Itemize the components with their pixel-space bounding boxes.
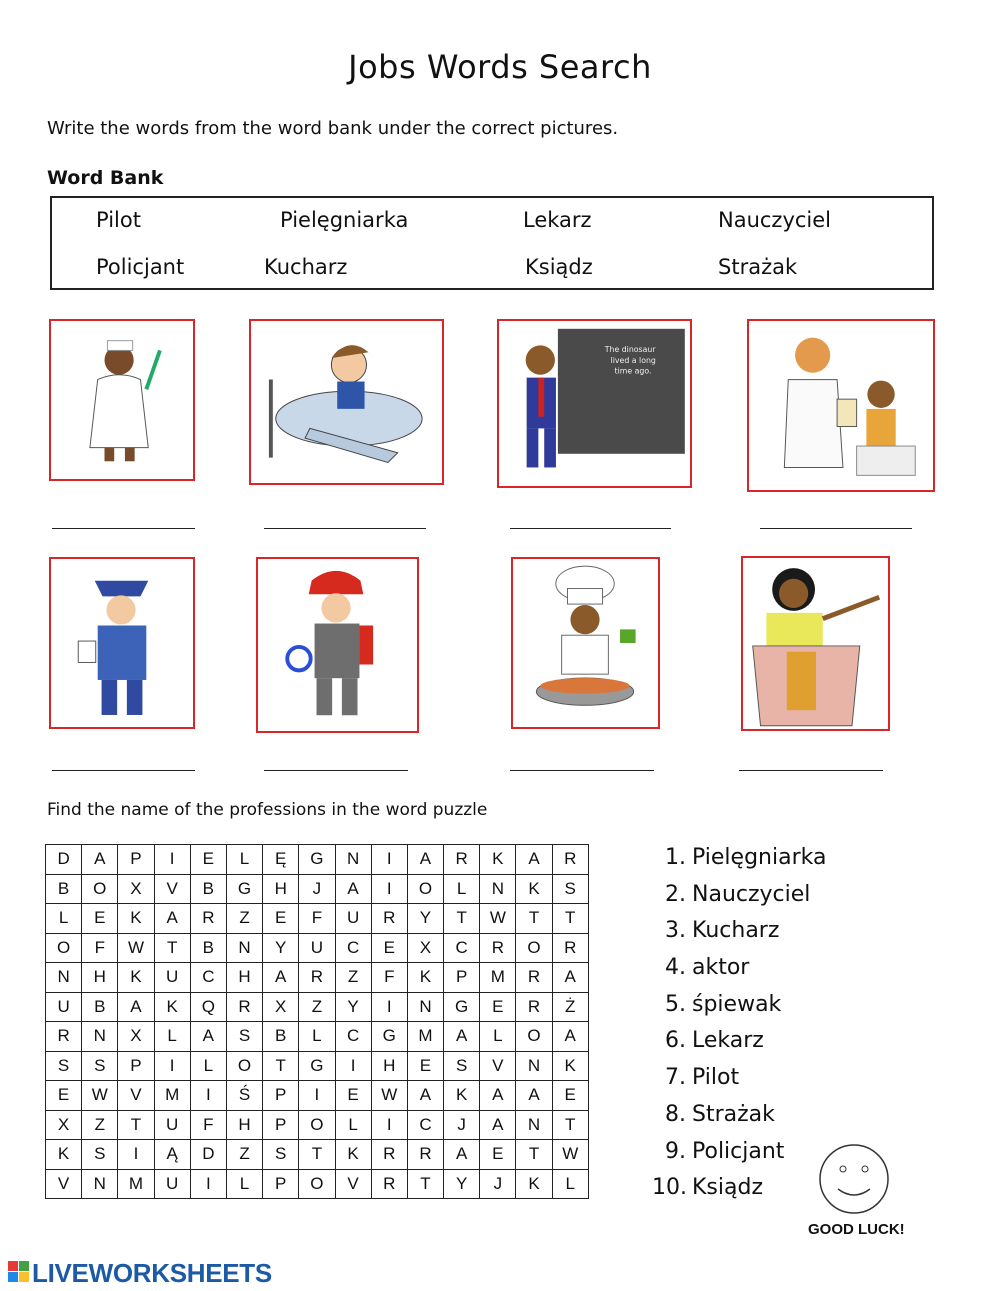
grid-cell[interactable]: A — [480, 1081, 516, 1111]
puzzle-word-item — [652, 1137, 826, 1174]
puzzle-word-item — [652, 1063, 826, 1100]
grid-cell[interactable]: A — [444, 1140, 480, 1170]
grid-cell[interactable]: K — [516, 874, 552, 904]
nurse-illustration — [49, 319, 195, 481]
grid-cell[interactable]: V — [154, 874, 190, 904]
grid-cell[interactable]: W — [480, 904, 516, 934]
grid-cell[interactable]: J — [444, 1110, 480, 1140]
grid-cell[interactable]: R — [444, 845, 480, 875]
grid-cell[interactable]: V — [118, 1081, 154, 1111]
word-bank-word: Policjant — [96, 255, 185, 279]
smiley-face-icon — [818, 1143, 890, 1219]
word-bank-box — [50, 196, 934, 290]
grid-cell[interactable]: K — [552, 1051, 588, 1081]
grid-cell[interactable]: K — [335, 1140, 371, 1170]
grid-cell[interactable]: O — [46, 933, 82, 963]
grid-cell[interactable]: F — [82, 933, 118, 963]
logo-text: LIVEWORKSHEETS — [32, 1258, 272, 1288]
grid-cell[interactable]: B — [190, 933, 226, 963]
puzzle-word-text: Pielęgniarka — [692, 845, 827, 870]
grid-row — [46, 1081, 589, 1111]
word-bank-word: Nauczyciel — [718, 208, 832, 232]
grid-row — [46, 1169, 589, 1199]
grid-cell[interactable]: U — [154, 1110, 190, 1140]
grid-cell[interactable]: C — [444, 933, 480, 963]
word-bank-word: Lekarz — [523, 208, 592, 232]
grid-cell[interactable]: W — [82, 1081, 118, 1111]
word-search-grid — [45, 844, 589, 1199]
grid-cell[interactable]: A — [154, 904, 190, 934]
grid-cell[interactable]: B — [263, 1022, 299, 1052]
grid-cell[interactable]: R — [226, 992, 262, 1022]
grid-cell[interactable]: H — [82, 963, 118, 993]
grid-cell[interactable]: K — [444, 1081, 480, 1111]
puzzle-word-text: Ksiądz — [692, 1175, 763, 1201]
grid-cell[interactable]: N — [335, 845, 371, 875]
grid-cell[interactable]: J — [480, 1169, 516, 1199]
puzzle-word-text: Kucharz — [692, 918, 780, 944]
grid-cell[interactable]: I — [371, 845, 407, 875]
grid-cell[interactable]: X — [263, 992, 299, 1022]
grid-cell[interactable]: X — [46, 1110, 82, 1140]
grid-cell[interactable]: M — [407, 1022, 443, 1052]
grid-cell[interactable]: L — [226, 845, 262, 875]
grid-cell[interactable]: C — [335, 1022, 371, 1052]
grid-cell[interactable]: Z — [335, 963, 371, 993]
grid-cell[interactable]: L — [335, 1110, 371, 1140]
grid-cell[interactable]: X — [407, 933, 443, 963]
puzzle-instruction: Find the name of the professions in the word puzzle — [47, 800, 488, 820]
liveworksheets-logo[interactable] — [8, 1258, 272, 1288]
grid-cell[interactable]: T — [407, 1169, 443, 1199]
answer-line[interactable] — [760, 528, 912, 529]
puzzle-word-number: 2. — [665, 881, 686, 907]
grid-cell[interactable]: Z — [226, 1140, 262, 1170]
svg-text:The dinosaur: The dinosaur — [604, 345, 656, 355]
grid-cell[interactable]: W — [371, 1081, 407, 1111]
grid-cell[interactable]: I — [154, 1051, 190, 1081]
page-title: Jobs Words Search — [348, 48, 652, 86]
grid-cell[interactable]: W — [118, 933, 154, 963]
grid-cell[interactable]: O — [516, 933, 552, 963]
grid-cell[interactable]: K — [154, 992, 190, 1022]
grid-cell[interactable]: P — [118, 1051, 154, 1081]
grid-cell[interactable]: I — [118, 1140, 154, 1170]
grid-cell[interactable]: T — [299, 1140, 335, 1170]
grid-cell[interactable]: S — [226, 1022, 262, 1052]
grid-cell[interactable]: N — [226, 933, 262, 963]
grid-cell[interactable]: K — [118, 963, 154, 993]
grid-cell[interactable]: U — [335, 904, 371, 934]
grid-cell[interactable]: K — [516, 1169, 552, 1199]
grid-cell[interactable]: G — [371, 1022, 407, 1052]
grid-cell[interactable]: U — [154, 963, 190, 993]
grid-cell[interactable]: F — [371, 963, 407, 993]
answer-line[interactable] — [510, 770, 654, 771]
policeman-illustration — [49, 557, 195, 729]
doctor-illustration — [747, 319, 935, 492]
grid-cell[interactable]: T — [263, 1051, 299, 1081]
puzzle-word-number: 6. — [665, 1028, 686, 1054]
grid-cell[interactable]: J — [299, 874, 335, 904]
puzzle-word-number: 5. — [665, 991, 686, 1017]
grid-cell[interactable]: A — [552, 1022, 588, 1052]
grid-row — [46, 904, 589, 934]
grid-row — [46, 1022, 589, 1052]
grid-cell[interactable]: N — [480, 874, 516, 904]
puzzle-word-item — [652, 953, 826, 990]
grid-cell[interactable]: Z — [226, 904, 262, 934]
grid-cell[interactable]: I — [299, 1081, 335, 1111]
grid-cell[interactable]: A — [335, 874, 371, 904]
puzzle-word-list — [652, 843, 826, 1210]
grid-cell[interactable]: Y — [263, 933, 299, 963]
puzzle-word-item — [652, 1173, 826, 1210]
puzzle-word-item — [652, 843, 826, 880]
grid-cell[interactable]: Ę — [263, 845, 299, 875]
grid-cell[interactable]: R — [371, 904, 407, 934]
puzzle-word-text: Nauczyciel — [692, 881, 811, 907]
grid-cell[interactable]: E — [407, 1051, 443, 1081]
grid-cell[interactable]: D — [190, 1140, 226, 1170]
grid-cell[interactable]: L — [226, 1169, 262, 1199]
answer-line[interactable] — [739, 770, 883, 771]
cook-illustration — [511, 557, 660, 729]
grid-cell[interactable]: A — [516, 1081, 552, 1111]
grid-cell[interactable]: N — [82, 1022, 118, 1052]
grid-cell[interactable]: R — [516, 992, 552, 1022]
teacher-blackboard-illustration — [497, 319, 692, 488]
puzzle-word-text: aktor — [692, 955, 750, 981]
grid-cell[interactable]: T — [154, 933, 190, 963]
grid-cell[interactable]: U — [299, 933, 335, 963]
grid-cell[interactable]: V — [480, 1051, 516, 1081]
answer-line[interactable] — [52, 528, 195, 529]
grid-cell[interactable]: L — [154, 1022, 190, 1052]
grid-cell[interactable]: O — [299, 1169, 335, 1199]
grid-cell[interactable]: C — [407, 1110, 443, 1140]
grid-row — [46, 933, 589, 963]
grid-cell[interactable]: Y — [444, 1169, 480, 1199]
grid-cell[interactable]: R — [552, 933, 588, 963]
grid-cell[interactable]: T — [552, 904, 588, 934]
grid-cell[interactable]: A — [82, 845, 118, 875]
grid-cell[interactable]: O — [407, 874, 443, 904]
grid-cell[interactable]: K — [118, 904, 154, 934]
grid-cell[interactable]: L — [552, 1169, 588, 1199]
grid-cell[interactable]: Ś — [226, 1081, 262, 1111]
good-luck-text: GOOD LUCK! — [808, 1221, 905, 1238]
grid-cell[interactable]: N — [407, 992, 443, 1022]
grid-cell[interactable]: G — [299, 845, 335, 875]
grid-cell[interactable]: O — [226, 1051, 262, 1081]
grid-cell[interactable]: D — [46, 845, 82, 875]
grid-cell[interactable]: T — [552, 1110, 588, 1140]
grid-cell[interactable]: S — [444, 1051, 480, 1081]
grid-row — [46, 1051, 589, 1081]
grid-row — [46, 963, 589, 993]
puzzle-word-number: 1. — [665, 845, 686, 870]
pilot-airplane-illustration — [249, 319, 444, 485]
grid-cell[interactable]: R — [190, 904, 226, 934]
grid-cell[interactable]: E — [480, 1140, 516, 1170]
grid-cell[interactable]: L — [299, 1022, 335, 1052]
grid-cell[interactable]: T — [444, 904, 480, 934]
grid-cell[interactable]: E — [263, 904, 299, 934]
grid-row — [46, 1140, 589, 1170]
grid-cell[interactable]: E — [46, 1081, 82, 1111]
grid-cell[interactable]: P — [263, 1081, 299, 1111]
grid-cell[interactable]: Z — [82, 1110, 118, 1140]
puzzle-word-item — [652, 990, 826, 1027]
priest-illustration — [741, 556, 890, 731]
answer-line[interactable] — [52, 770, 195, 771]
grid-cell[interactable]: F — [190, 1110, 226, 1140]
grid-cell[interactable]: I — [371, 1110, 407, 1140]
grid-cell[interactable]: N — [82, 1169, 118, 1199]
grid-cell[interactable]: B — [82, 992, 118, 1022]
grid-cell[interactable]: T — [516, 904, 552, 934]
grid-cell[interactable]: R — [299, 963, 335, 993]
svg-text:time ago.: time ago. — [614, 366, 652, 376]
grid-cell[interactable]: Ż — [552, 992, 588, 1022]
grid-cell[interactable]: S — [263, 1140, 299, 1170]
grid-cell[interactable]: H — [226, 1110, 262, 1140]
grid-cell[interactable]: I — [371, 874, 407, 904]
grid-cell[interactable]: E — [552, 1081, 588, 1111]
grid-cell[interactable]: G — [299, 1051, 335, 1081]
grid-cell[interactable]: F — [299, 904, 335, 934]
puzzle-word-text: śpiewak — [692, 991, 782, 1017]
grid-cell[interactable]: M — [154, 1081, 190, 1111]
grid-cell[interactable]: A — [263, 963, 299, 993]
grid-cell[interactable]: I — [154, 845, 190, 875]
grid-row — [46, 992, 589, 1022]
grid-cell[interactable]: M — [118, 1169, 154, 1199]
puzzle-word-number: 9. — [665, 1138, 686, 1164]
grid-cell[interactable]: S — [82, 1051, 118, 1081]
grid-cell[interactable]: K — [46, 1140, 82, 1170]
grid-cell[interactable]: X — [118, 1022, 154, 1052]
grid-cell[interactable]: B — [46, 874, 82, 904]
svg-text:lived a long: lived a long — [610, 355, 656, 365]
grid-cell[interactable]: S — [46, 1051, 82, 1081]
grid-cell[interactable]: Z — [299, 992, 335, 1022]
grid-cell[interactable]: L — [480, 1022, 516, 1052]
grid-cell[interactable]: I — [335, 1051, 371, 1081]
grid-cell[interactable]: O — [82, 874, 118, 904]
puzzle-word-text: Pilot — [692, 1065, 740, 1091]
grid-cell[interactable]: L — [46, 904, 82, 934]
puzzle-word-item — [652, 1026, 826, 1063]
grid-cell[interactable]: P — [444, 963, 480, 993]
grid-cell[interactable]: T — [516, 1140, 552, 1170]
grid-cell[interactable]: I — [371, 992, 407, 1022]
grid-cell[interactable]: Ą — [154, 1140, 190, 1170]
grid-cell[interactable]: R — [371, 1169, 407, 1199]
grid-cell[interactable]: Y — [335, 992, 371, 1022]
grid-cell[interactable]: A — [118, 992, 154, 1022]
grid-cell[interactable]: P — [263, 1110, 299, 1140]
grid-cell[interactable]: L — [444, 874, 480, 904]
puzzle-word-item — [652, 880, 826, 917]
grid-cell[interactable]: H — [226, 963, 262, 993]
grid-cell[interactable]: V — [46, 1169, 82, 1199]
grid-cell[interactable]: M — [480, 963, 516, 993]
puzzle-word-text: Lekarz — [692, 1028, 764, 1054]
grid-cell[interactable]: P — [118, 845, 154, 875]
grid-cell[interactable]: K — [407, 963, 443, 993]
grid-cell[interactable]: O — [299, 1110, 335, 1140]
puzzle-word-item — [652, 916, 826, 953]
grid-cell[interactable]: A — [444, 1022, 480, 1052]
grid-cell[interactable]: H — [263, 874, 299, 904]
answer-line[interactable] — [264, 770, 408, 771]
grid-cell[interactable]: R — [516, 963, 552, 993]
grid-cell[interactable]: E — [335, 1081, 371, 1111]
grid-cell[interactable]: A — [407, 845, 443, 875]
grid-cell[interactable]: E — [82, 904, 118, 934]
grid-cell[interactable]: N — [46, 963, 82, 993]
grid-cell[interactable]: A — [516, 845, 552, 875]
answer-line[interactable] — [264, 528, 426, 529]
word-bank-heading: Word Bank — [47, 167, 164, 189]
grid-cell[interactable]: O — [516, 1022, 552, 1052]
grid-cell[interactable]: L — [190, 1051, 226, 1081]
grid-cell[interactable]: R — [407, 1140, 443, 1170]
puzzle-word-item — [652, 1100, 826, 1137]
grid-cell[interactable]: E — [190, 845, 226, 875]
grid-cell[interactable]: V — [335, 1169, 371, 1199]
word-bank-word: Pilot — [96, 208, 141, 232]
grid-cell[interactable]: I — [190, 1169, 226, 1199]
grid-cell[interactable]: H — [371, 1051, 407, 1081]
grid-cell[interactable]: U — [46, 992, 82, 1022]
grid-cell[interactable]: R — [371, 1140, 407, 1170]
grid-cell[interactable]: A — [480, 1110, 516, 1140]
grid-row — [46, 845, 589, 875]
liveworksheets-logo-icon — [8, 1258, 30, 1284]
grid-cell[interactable]: I — [190, 1081, 226, 1111]
grid-row — [46, 874, 589, 904]
grid-cell[interactable]: C — [335, 933, 371, 963]
grid-cell[interactable]: K — [480, 845, 516, 875]
grid-cell[interactable]: W — [552, 1140, 588, 1170]
grid-cell[interactable]: Q — [190, 992, 226, 1022]
grid-cell[interactable]: N — [516, 1051, 552, 1081]
grid-cell[interactable]: A — [407, 1081, 443, 1111]
puzzle-word-number: 10. — [652, 1175, 687, 1201]
word-bank-word: Kucharz — [264, 255, 348, 279]
word-bank-word: Strażak — [718, 255, 798, 279]
puzzle-word-number: 8. — [665, 1101, 686, 1127]
grid-cell[interactable]: A — [190, 1022, 226, 1052]
grid-row — [46, 1110, 589, 1140]
grid-cell[interactable]: S — [552, 874, 588, 904]
grid-cell[interactable]: U — [154, 1169, 190, 1199]
grid-cell[interactable]: S — [82, 1140, 118, 1170]
word-bank-word: Ksiądz — [525, 255, 593, 279]
instruction-text: Write the words from the word bank under the correct pictures. — [47, 118, 619, 139]
puzzle-word-number: 4. — [665, 955, 686, 981]
firefighter-illustration — [256, 557, 419, 733]
grid-cell[interactable]: A — [552, 963, 588, 993]
grid-cell[interactable]: N — [516, 1110, 552, 1140]
answer-line[interactable] — [510, 528, 671, 529]
grid-cell[interactable]: P — [263, 1169, 299, 1199]
puzzle-word-number: 7. — [665, 1065, 686, 1091]
grid-cell[interactable]: R — [480, 933, 516, 963]
grid-cell[interactable]: Y — [407, 904, 443, 934]
grid-cell[interactable]: G — [444, 992, 480, 1022]
grid-cell[interactable]: G — [226, 874, 262, 904]
puzzle-word-text: Policjant — [692, 1138, 785, 1164]
grid-cell[interactable]: R — [552, 845, 588, 875]
grid-cell[interactable]: R — [46, 1022, 82, 1052]
puzzle-word-number: 3. — [665, 918, 686, 944]
grid-cell[interactable]: E — [371, 933, 407, 963]
grid-cell[interactable]: C — [190, 963, 226, 993]
word-bank-word: Pielęgniarka — [280, 208, 409, 232]
grid-cell[interactable]: E — [480, 992, 516, 1022]
grid-cell[interactable]: T — [118, 1110, 154, 1140]
puzzle-word-text: Strażak — [692, 1101, 775, 1127]
grid-cell[interactable]: X — [118, 874, 154, 904]
grid-cell[interactable]: B — [190, 874, 226, 904]
